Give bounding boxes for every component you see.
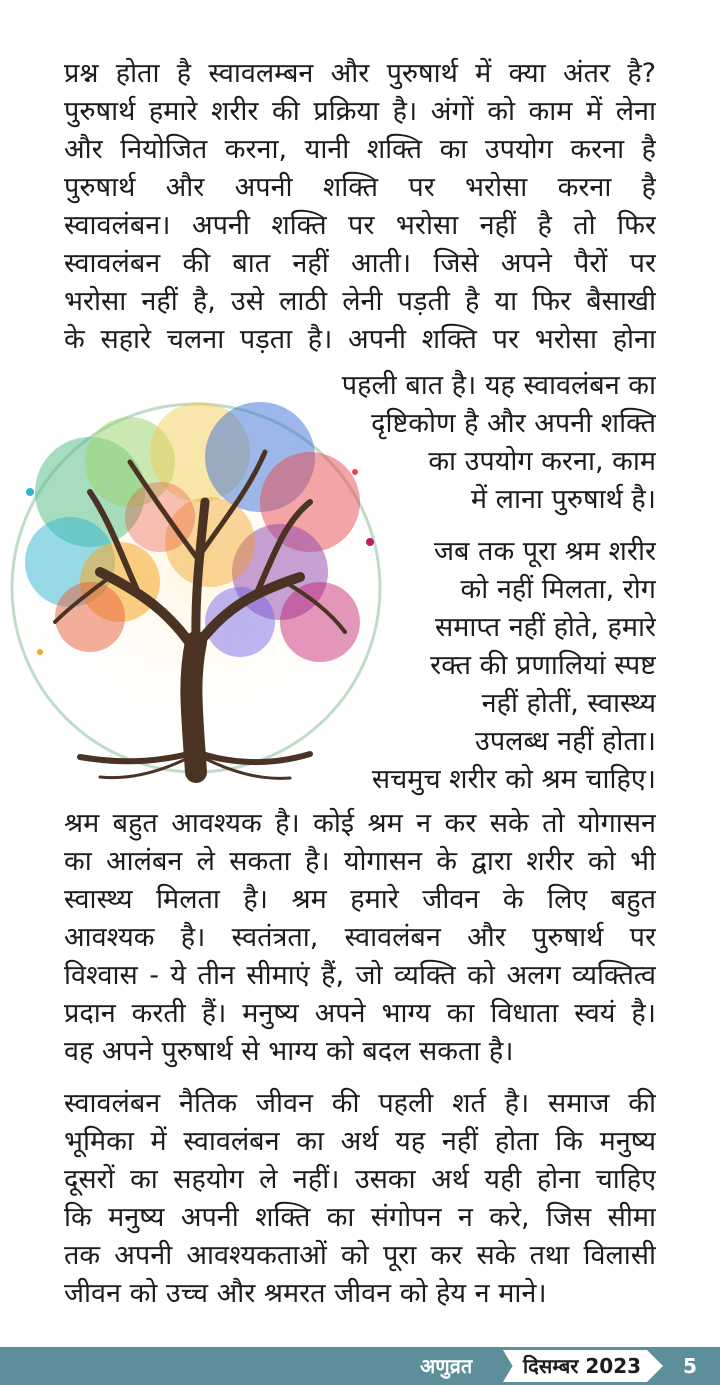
text-line: वह अपने पुरुषार्थ से भाग्य को बदल सकता है। (64, 1036, 514, 1067)
text-line: समाप्त नहीं होते, हमारे (435, 612, 656, 643)
text-line: का उपयोग करना, काम (428, 446, 656, 477)
text-line: रक्त की प्रणालियां स्पष्ट (430, 650, 656, 681)
issue-date: दिसम्बर 2023 (523, 1354, 642, 1378)
text-line: में लाना पुरुषार्थ है। (470, 484, 656, 515)
text-line: जीवन को उच्च और श्रमरत जीवन को हेय न माने। (64, 1278, 547, 1309)
text-line: स्वास्थ्य मिलता है। श्रम हमारे जीवन के लिए बहुत (64, 884, 656, 915)
text-line: प्रश्न होता है स्वावलम्बन और पुरुषार्थ में क्या अंतर है? (64, 58, 656, 89)
text-line: जब तक पूरा श्रम शरीर (434, 536, 656, 567)
text-line: और नियोजित करना, यानी शक्ति का उपयोग करना है (64, 134, 656, 165)
text-line: दूसरों का सहयोग ले नहीं। उसका अर्थ यही होना चाहिए (64, 1164, 656, 1195)
text-line: पुरुषार्थ हमारे शरीर की प्रक्रिया है। अंगों को काम में लेना (64, 96, 656, 127)
text-line: को नहीं मिलता, रोग (460, 574, 656, 605)
text-line: पुरुषार्थ और अपनी शक्ति पर भरोसा करना है (64, 172, 656, 203)
text-line: उपलब्ध नहीं होता। (475, 726, 656, 757)
text-line: स्वावलंबन। अपनी शक्ति पर भरोसा नहीं है तो फिर (64, 210, 656, 241)
page-footer (0, 1347, 720, 1385)
text-line: नहीं होतीं, स्वास्थ्य (481, 688, 656, 719)
text-line: कि मनुष्य अपनी शक्ति का संगोपन न करे, जिस सीमा (64, 1202, 656, 1233)
text-line: तक अपनी आवश्यकताओं को पूरा कर सके तथा विलासी (64, 1240, 656, 1271)
text-line: आवश्यक है। स्वतंत्रता, स्वावलंबन और पुरुषार्थ पर (64, 922, 656, 953)
text-line: के सहारे चलना पड़ता है। अपनी शक्ति पर भरोसा होना (64, 324, 656, 355)
text-line: प्रदान करती हैं। मनुष्य अपने भाग्य का विधाता स्वयं है। (64, 998, 656, 1029)
text-line: भूमिका में स्वावलंबन का अर्थ यह नहीं होता कि मनुष्य (64, 1126, 656, 1157)
text-line: स्वावलंबन नैतिक जीवन की पहली शर्त है। समाज की (64, 1088, 656, 1119)
text-line: भरोसा नहीं है, उसे लाठी लेनी पड़ती है या फिर बैसाखी (64, 286, 656, 317)
text-line: सचमुच शरीर को श्रम चाहिए। (371, 764, 656, 795)
text-line: पहली बात है। यह स्वावलंबन का (341, 370, 656, 401)
page-number: 5 (683, 1354, 697, 1378)
text-line: विश्वास - ये तीन सीमाएं हैं, जो व्यक्ति को अलग व्यक्तित्व (64, 960, 656, 991)
text-line: श्रम बहुत आवश्यक है। कोई श्रम न कर सके तो योगासन (64, 808, 656, 839)
text-line: दृष्टिकोण है और अपनी शक्ति (371, 408, 656, 439)
text-line: स्वावलंबन की बात नहीं आती। जिसे अपने पैरों पर (64, 248, 656, 279)
text-line: का आलंबन ले सकता है। योगासन के द्वारा शरीर को भी (64, 846, 656, 877)
magazine-name: अणुव्रत (420, 1354, 473, 1378)
